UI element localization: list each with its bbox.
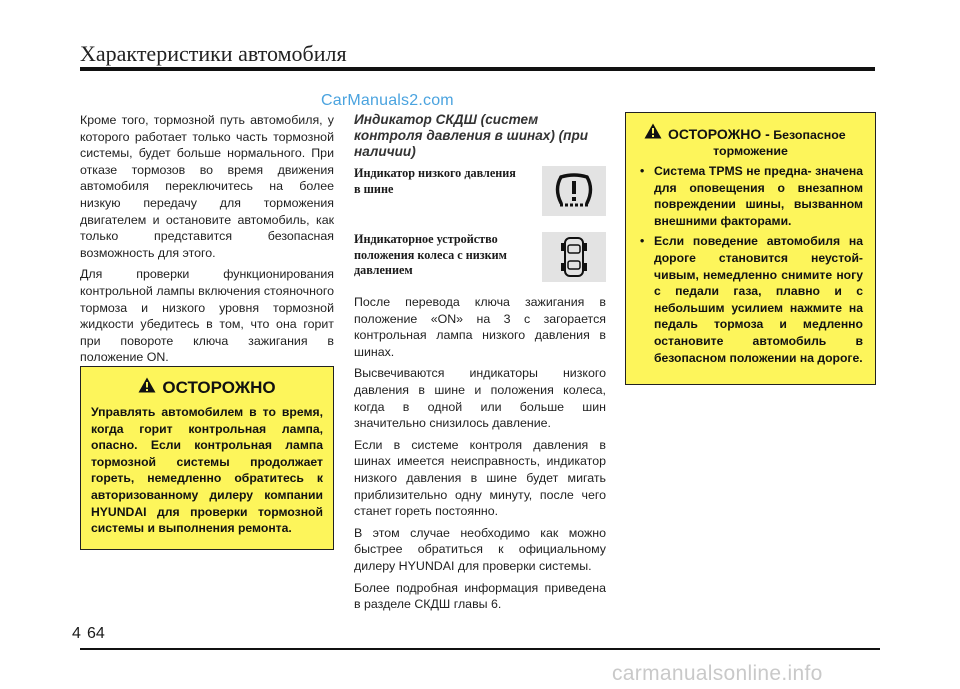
tpms-section-title: Индикатор СКДШ (систем контроля давления в шинах) (при наличии) (354, 112, 589, 159)
warning-header (644, 123, 863, 144)
warning-title (668, 126, 846, 142)
warning-triangle-icon (138, 377, 156, 398)
warning-header (91, 377, 323, 398)
header-rule (80, 67, 875, 71)
footer-rule (80, 648, 880, 650)
warning-title-suffix: Безопасное (769, 127, 846, 142)
indicator-label: Индикатор низкого давления в шине (354, 166, 516, 196)
warning-title-main: ОСТОРОЖНО - (668, 125, 770, 142)
middle-paragraph-1: После перевода ключа зажигания в положение «ON» на 3 с загорается контрольная лампа низкого давления в шинах. (354, 295, 606, 359)
indicator-label: Индикаторное устройство положения колеса с низким давлением (354, 232, 507, 277)
car-tire-position-icon (542, 232, 606, 282)
middle-paragraph-5: Более подробная информация приведена в разделе СКДШ главы 6. (354, 580, 606, 612)
indicator-row-wheel-position (354, 232, 606, 282)
chapter-number: 4 (72, 625, 81, 642)
left-paragraph-1: Кроме того, тормозной путь автомобиля, у которого работает только часть тормозной системы, будет больше нормального. При отказе тормозов во время движения автомобиля переключитесь на более низкую передачу для торможения двигателем и остановите автомобиль, как только представится безопасная возможность для этого. (80, 113, 334, 260)
warning-list-item: • Система TPMS не предна- значена для оповещения о внезапном повреждении шины, вызванном внешними факторами. (638, 163, 863, 229)
watermark-bottom: carmanualsonline.info (612, 662, 823, 685)
page-number: 64 (87, 625, 105, 642)
middle-paragraph-3: Если в системе контроля давления в шинах имеется неисправность, индикатор низкого давления в шине будет мигать приблизительно одну минуту, после чего станет гореть постоянно. (354, 437, 606, 519)
warning-list-item: • Если поведение автомобиля на дороге становится неустой- чивым, немедленно снимите ногу с педали газа, плавно и с небольшим усилием нажмите на педаль тормоза и медленно остановите автомобиль в безопасном положении на дороге. (638, 233, 863, 366)
warning-subtitle: торможение (713, 144, 788, 158)
warning-title: ОСТОРОЖНО (162, 377, 276, 397)
indicator-row-low-pressure (354, 166, 606, 216)
middle-paragraph-4: В этом случае необходимо как можно быстрее обратиться к официальному дилеру HYUNDAI для проверки системы. (354, 525, 606, 573)
left-column (80, 112, 334, 371)
warning-text: Управлять автомобилем в то время, когда горит контрольная лампа, опасно. Если контрольная лампа тормозной системы продолжает гореть, немедленно обратитесь к авторизованному дилеру компании HYUNDAI для проверки тормозной системы и выполнения ремонта. (91, 405, 323, 536)
header-title: Характеристики автомобиля (80, 41, 347, 66)
left-paragraph-2: Для проверки функционирования контрольной лампы включения стояночного тормоза и низкого уровня тормозной жидкости убедитесь в том, что она горит при повороте ключа зажигания в положение ON. (80, 267, 334, 365)
safe-braking-warning-box (625, 112, 876, 385)
middle-column (354, 112, 606, 618)
brake-warning-box (80, 366, 334, 550)
middle-paragraph-2: Высвечиваются индикаторы низкого давления в шине и положения колеса, когда в одной или больше шин значительно снизилось давление. (354, 366, 606, 431)
warning-list (638, 163, 863, 366)
watermark-top: CarManuals2.com (321, 92, 454, 109)
tire-pressure-warning-icon (542, 166, 606, 216)
warning-triangle-icon (644, 123, 662, 144)
